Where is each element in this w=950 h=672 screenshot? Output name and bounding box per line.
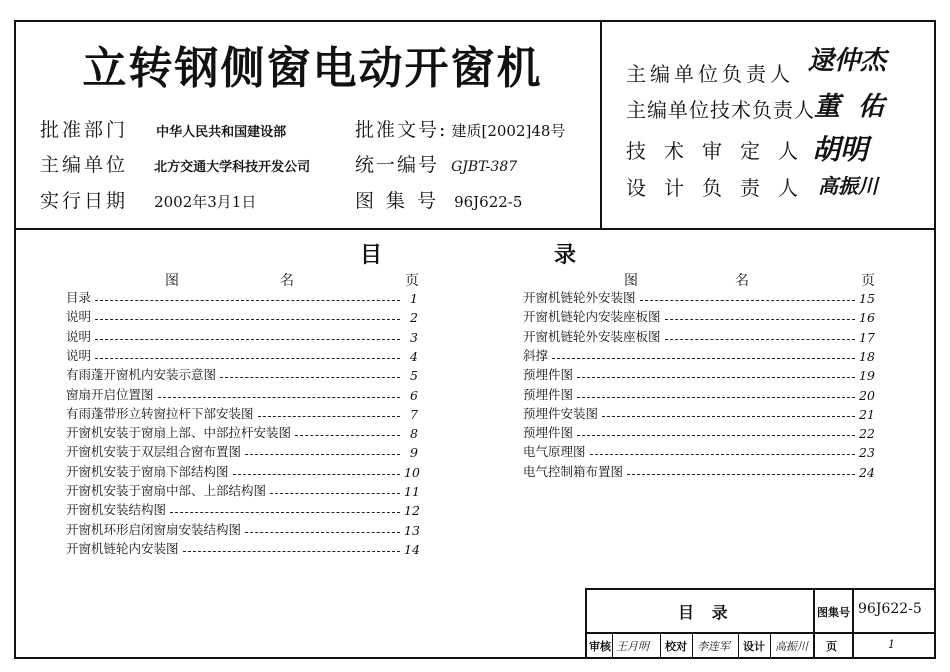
header-divider-line	[14, 228, 936, 230]
toc-entry-page: 24	[859, 464, 875, 480]
chief-unit-row	[40, 150, 310, 177]
responsible-row-1	[626, 58, 794, 87]
right-col-head-b: 名	[735, 273, 749, 289]
titleblock-bottom-sep-1	[612, 632, 613, 658]
toc-leader-dashes	[590, 454, 855, 455]
signature-4: 高振川	[818, 174, 878, 198]
toc-leader-dashes	[577, 377, 855, 378]
frame-left-line	[14, 20, 16, 659]
toc-entry	[66, 481, 418, 499]
toc-entry-name: 开窗机安装于窗扇上部、中部拉杆安装图	[66, 425, 292, 441]
toc-entry-page: 19	[859, 368, 875, 384]
titleblock-check-sign: 李连军	[697, 640, 730, 653]
effective-date-label: 实行日期	[40, 190, 129, 212]
toc-entry	[523, 423, 873, 441]
toc-leader-dashes	[665, 339, 855, 340]
signature-3: 胡明	[812, 133, 869, 166]
toc-entry-name: 开窗机链轮内安装图	[66, 540, 179, 556]
responsible-row-3	[626, 135, 816, 164]
approval-doc-label: 批准文号	[355, 119, 440, 141]
toc-leader-dashes	[95, 300, 400, 301]
toc-entry	[66, 520, 418, 538]
toc-entry	[66, 404, 418, 422]
toc-entry-name: 目录	[66, 290, 92, 305]
toc-leader-dashes	[577, 397, 855, 398]
toc-entry-page: 9	[410, 445, 418, 461]
titleblock-design-label: 设计	[743, 640, 765, 653]
toc-entry	[66, 307, 418, 325]
toc-entry-page: 8	[410, 426, 418, 442]
toc-leader-dashes	[640, 300, 855, 301]
atlas-no-value: 96J622-5	[454, 193, 523, 211]
toc-entry-page: 14	[404, 541, 420, 557]
toc-leader-dashes	[577, 435, 855, 436]
toc-leader-dashes	[295, 435, 400, 436]
toc-leader-dashes	[95, 339, 400, 340]
titleblock-bottom-sep-3	[692, 632, 693, 658]
header-vertical-divider	[600, 20, 602, 230]
toc-entry-page: 20	[859, 387, 875, 403]
right-col-head-a: 图	[624, 273, 638, 289]
titleblock-bottom-sep-4	[738, 632, 739, 658]
titleblock-divider-2	[852, 588, 854, 658]
signature-2: 董佑	[814, 92, 903, 122]
toc-entry	[523, 404, 873, 422]
effective-date-row	[40, 186, 256, 213]
toc-entry-page: 18	[859, 348, 875, 364]
toc-entry-name: 开窗机安装结构图	[66, 502, 167, 518]
toc-entry-name: 开窗机环形启闭窗扇安装结构图	[66, 521, 242, 537]
page-title: 立转钢侧窗电动开窗机	[82, 43, 543, 94]
frame-top-line	[14, 20, 936, 22]
chief-unit-label: 主编单位	[40, 154, 129, 176]
toc-entry	[66, 442, 418, 460]
left-col-head-page: 页	[405, 273, 419, 289]
toc-entry-name: 说明	[66, 328, 92, 344]
toc-entry-name: 开窗机安装于双层组合窗布置图	[66, 444, 242, 460]
toc-leader-dashes	[245, 454, 400, 455]
toc-leader-dashes	[95, 319, 400, 320]
toc-leader-dashes	[95, 358, 400, 359]
responsible-role-4: 设计负责人	[626, 176, 816, 200]
frame-right-line	[934, 20, 936, 659]
toc-entry-page: 22	[859, 426, 875, 442]
toc-entry-name: 电气原理图	[523, 444, 586, 460]
toc-entry-name: 斜撑	[523, 347, 549, 363]
toc-leader-dashes	[602, 416, 855, 417]
titleblock-design-sign: 高振川	[775, 640, 808, 653]
effective-date-value: 2002年3月1日	[154, 193, 257, 211]
toc-entry	[523, 327, 873, 345]
toc-heading-left: 目	[360, 242, 383, 268]
titleblock-review-label: 审核	[589, 640, 611, 653]
approval-doc-row: 批准文号: 建质[2002]48号	[355, 115, 565, 142]
toc-entry-page: 13	[404, 522, 420, 538]
toc-entry-page: 2	[410, 310, 418, 326]
toc-entry	[66, 423, 418, 441]
toc-entry-page: 4	[410, 348, 418, 364]
toc-entry-name: 说明	[66, 347, 92, 363]
toc-entry-name: 有雨蓬带形立转窗拉杆下部安装图	[66, 405, 254, 421]
responsible-row-2	[626, 94, 815, 123]
toc-entry-page: 7	[410, 406, 418, 422]
toc-entry-name: 有雨蓬开窗机内安装示意图	[66, 367, 217, 383]
atlas-no-label: 图集号	[355, 190, 449, 212]
toc-entry	[523, 288, 873, 306]
toc-entry-page: 23	[859, 445, 875, 461]
toc-entry-name: 预埋件安装图	[523, 405, 599, 421]
titleblock-top-line	[585, 588, 935, 590]
toc-entry	[66, 365, 418, 383]
toc-leader-dashes	[170, 512, 400, 513]
toc-leader-dashes	[183, 551, 400, 552]
titleblock-sheet-title: 目 录	[678, 603, 734, 622]
chief-unit-value: 北方交通大学科技开发公司	[154, 160, 311, 175]
titleblock-page-label: 页	[826, 640, 837, 653]
toc-entry-page: 11	[404, 484, 420, 499]
titleblock-divider-1	[813, 588, 815, 658]
toc-entry	[66, 288, 418, 306]
titleblock-atlas-value: 96J622-5	[858, 601, 922, 617]
toc-entry	[66, 327, 418, 345]
toc-entry	[66, 462, 418, 480]
toc-entry	[66, 500, 418, 518]
unified-no-label: 统一编号	[355, 154, 440, 176]
toc-entry	[523, 346, 873, 364]
toc-entry	[523, 365, 873, 383]
titleblock-check-label: 校对	[665, 640, 687, 653]
toc-entry-name: 开窗机链轮外安装图	[523, 290, 636, 305]
toc-entry-page: 5	[410, 368, 418, 384]
responsible-role-1: 主编单位负责人	[626, 62, 794, 86]
unified-no-row	[355, 150, 517, 177]
approval-dept-label: 批准部门	[40, 119, 129, 141]
toc-entry-name: 开窗机安装于窗扇中部、上部结构图	[66, 483, 267, 498]
toc-entry-page: 10	[404, 464, 420, 480]
titleblock-bottom-sep-2	[660, 632, 661, 658]
toc-leader-dashes	[627, 474, 855, 475]
toc-entry-name: 预埋件图	[523, 425, 574, 441]
toc-leader-dashes	[233, 474, 400, 475]
responsible-row-4	[626, 172, 816, 201]
titleblock-atlas-label: 图集号	[817, 606, 850, 619]
left-col-head-a: 图	[165, 273, 179, 289]
toc-entry	[523, 307, 873, 325]
titleblock-review-sign: 王月明	[616, 640, 649, 653]
atlas-no-row	[355, 186, 522, 213]
right-col-head-page: 页	[861, 273, 875, 289]
left-col-head-b: 名	[280, 273, 294, 289]
toc-entry-page: 21	[859, 406, 875, 422]
responsible-role-2: 主编单位技术负责人	[626, 98, 815, 122]
toc-entry	[66, 539, 418, 557]
toc-entry	[66, 346, 418, 364]
responsible-role-3: 技术审定人	[626, 139, 816, 163]
toc-entry-page: 12	[404, 503, 420, 519]
toc-entry-name: 说明	[66, 309, 92, 325]
toc-entry-name: 预埋件图	[523, 386, 574, 402]
toc-leader-dashes	[245, 532, 400, 533]
toc-entry-name: 窗扇开启位置图	[66, 386, 154, 402]
approval-dept-row	[40, 115, 286, 142]
toc-entry-name: 预埋件图	[523, 367, 574, 383]
toc-entry-page: 15	[859, 291, 875, 306]
toc-entry-name: 开窗机安装于窗扇下部结构图	[66, 463, 229, 479]
toc-entry-page: 17	[859, 329, 875, 345]
titleblock-mid-line	[585, 632, 935, 634]
toc-leader-dashes	[270, 493, 400, 494]
titleblock-bottom-sep-5	[770, 632, 771, 658]
toc-leader-dashes	[158, 397, 400, 398]
toc-entry-name: 开窗机链轮内安装座板图	[523, 309, 661, 325]
approval-dept-value: 中华人民共和国建设部	[156, 125, 287, 140]
toc-entry	[66, 385, 418, 403]
toc-heading-right: 录	[554, 242, 577, 268]
signature-1: 逯仲杰	[808, 46, 887, 76]
toc-entry-page: 16	[859, 310, 875, 326]
unified-no-value: GJBT-387	[451, 159, 518, 175]
toc-entry-page: 6	[410, 387, 418, 403]
toc-entry-name: 开窗机链轮外安装座板图	[523, 328, 661, 344]
toc-entry	[523, 462, 873, 480]
titleblock-page-value: 1	[888, 638, 895, 651]
titleblock-left-line	[585, 588, 587, 658]
toc-entry-page: 3	[410, 329, 418, 345]
frame-bottom-line	[14, 657, 936, 659]
toc-leader-dashes	[220, 377, 400, 378]
toc-leader-dashes	[665, 319, 855, 320]
toc-leader-dashes	[552, 358, 855, 359]
toc-entry	[523, 442, 873, 460]
toc-entry-name: 电气控制箱布置图	[523, 463, 624, 479]
toc-leader-dashes	[258, 416, 400, 417]
toc-entry	[523, 385, 873, 403]
toc-entry-page: 1	[410, 291, 418, 306]
approval-doc-value: 建质[2002]48号	[451, 122, 566, 140]
